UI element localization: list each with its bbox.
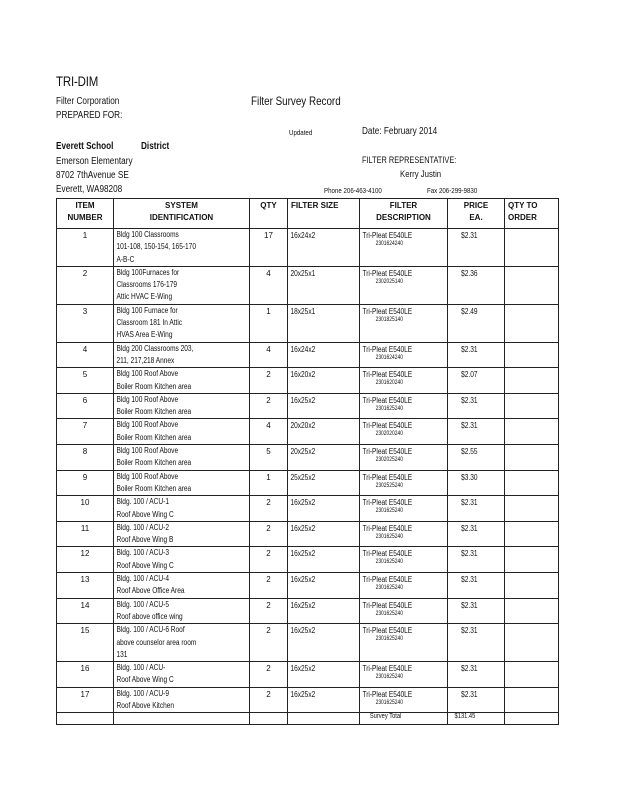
total-value: $131.45: [454, 713, 476, 721]
item-number: 12: [80, 549, 90, 559]
unit-price: $3.30: [461, 472, 478, 482]
system-line: Bldg 100 Roof Above: [116, 369, 179, 379]
table-row: [57, 687, 559, 713]
filter-code: 2301625240: [375, 636, 403, 643]
fax-number: Fax 206-299-9830: [427, 186, 478, 195]
filter-code: 2301825140: [375, 316, 403, 323]
system-line: Roof Above Wing C: [116, 675, 174, 685]
filter-description: Tri-Pleat E540LE: [362, 344, 413, 354]
system-line: Attic HVAC E-Wing: [116, 292, 173, 302]
col-header-filter-size: FILTER SIZE: [288, 199, 360, 229]
table-row: [57, 342, 559, 368]
system-line: Roof Above Wing C: [116, 560, 174, 570]
quantity: 2: [266, 575, 271, 585]
system-line: Roof Above Office Area: [116, 586, 185, 596]
system-line: Bldg 200 Classrooms 203,: [116, 343, 194, 353]
system-line: Bldg. 100 / ACU-1: [116, 497, 169, 507]
quantity: 4: [266, 268, 271, 278]
qty-to-order-cell[interactable]: [505, 521, 559, 547]
qty-to-order-cell[interactable]: [505, 419, 559, 445]
qty-to-order-cell[interactable]: [505, 598, 559, 624]
qty-to-order-cell[interactable]: [505, 368, 559, 394]
system-line: Bldg 100 Classrooms: [116, 230, 179, 239]
table-row: [57, 419, 559, 445]
quantity: 1: [266, 306, 271, 316]
table-row: [57, 573, 559, 599]
filter-code: 2301625240: [375, 585, 403, 592]
qty-to-order-cell[interactable]: [505, 304, 559, 342]
system-line: Roof Above Kitchen: [116, 700, 175, 710]
unit-price: $2.31: [461, 664, 478, 674]
quantity: 17: [264, 231, 273, 240]
quantity: 2: [266, 523, 271, 533]
filter-description: Tri-Pleat E540LE: [362, 268, 413, 278]
filter-size: 16x24x2: [290, 231, 316, 240]
item-number: 14: [80, 600, 90, 610]
system-line: 101-108, 150-154, 165-170: [116, 242, 196, 252]
filter-code: 2301625240: [375, 405, 403, 412]
unit-price: $2.31: [461, 575, 478, 585]
item-number: 8: [82, 447, 88, 457]
date-label: Date: February 2014: [362, 126, 438, 137]
company-name: TRI-DIM: [56, 73, 99, 89]
unit-price: $2.36: [461, 268, 478, 278]
item-number: 5: [82, 370, 88, 380]
total-label: Survey Total: [369, 713, 402, 721]
school-name: Emerson Elementary: [56, 156, 133, 167]
filter-size: 16x24x2: [290, 344, 316, 354]
phone-number: Phone 206-463-4100: [324, 186, 382, 195]
filter-code: 2301625240: [375, 610, 403, 617]
filter-size: 20x20x2: [290, 421, 316, 431]
filter-code: 2302525240: [375, 482, 403, 489]
table-row: [57, 445, 559, 471]
quantity: 2: [266, 370, 271, 380]
filter-code: 2301625240: [375, 559, 403, 566]
filter-description: Tri-Pleat E540LE: [362, 447, 413, 457]
filter-description: Tri-Pleat E540LE: [362, 549, 413, 559]
filter-code: 2301624240: [375, 241, 403, 247]
filter-size: 16x25x2: [290, 498, 316, 508]
filter-size: 18x25x1: [290, 306, 316, 316]
system-line: Bldg. 100 / ACU-6 Roof: [116, 625, 185, 635]
filter-corporation: Filter Corporation: [56, 96, 120, 107]
qty-to-order-cell[interactable]: [505, 393, 559, 419]
qty-to-order-cell[interactable]: [505, 229, 559, 267]
filter-code: 2301624240: [375, 354, 403, 361]
quantity: 2: [266, 395, 271, 405]
unit-price: $2.31: [461, 600, 478, 610]
item-number: 9: [82, 472, 88, 482]
table-row: [57, 470, 559, 496]
system-line: Bldg 100 Roof Above: [116, 446, 179, 456]
quantity: 5: [266, 447, 271, 457]
table-row: [57, 662, 559, 688]
system-line: A-B-C: [116, 254, 135, 264]
system-line: Roof Above Wing B: [116, 535, 174, 545]
col-header-qty: QTY: [250, 199, 288, 229]
updated-label: Updated: [289, 128, 313, 137]
filter-code: 2302020240: [375, 431, 403, 438]
quantity: 4: [266, 344, 271, 354]
unit-price: $2.55: [461, 447, 478, 457]
filter-description: Tri-Pleat E540LE: [362, 664, 413, 674]
unit-price: $2.31: [461, 549, 478, 559]
table-row: [57, 624, 559, 662]
filter-description: Tri-Pleat E540LE: [362, 498, 413, 508]
filter-code: 2302025240: [375, 457, 403, 464]
filter-code: 2301625240: [375, 508, 403, 515]
filter-size: 16x25x2: [290, 395, 316, 405]
col-header-price: PRICE EA.: [448, 199, 505, 229]
table-row: [57, 229, 559, 267]
unit-price: $2.31: [461, 421, 478, 431]
system-line: HVAS Area E-Wing: [116, 330, 173, 340]
quantity: 2: [266, 689, 271, 699]
filter-size: 16x25x2: [290, 523, 316, 533]
qty-to-order-cell[interactable]: [505, 687, 559, 713]
prepared-for-label: PREPARED FOR:: [56, 110, 123, 121]
qty-to-order-cell[interactable]: [505, 547, 559, 573]
filter-description: Tri-Pleat E540LE: [362, 306, 413, 316]
filter-description: Tri-Pleat E540LE: [362, 626, 413, 636]
col-header-item: ITEM NUMBER: [57, 199, 114, 229]
table-row: [57, 304, 559, 342]
table-header-row: [57, 199, 559, 229]
filter-size: 16x25x2: [290, 600, 316, 610]
item-number: 10: [80, 498, 90, 508]
document-title: Filter Survey Record: [251, 94, 341, 108]
filter-size: 16x25x2: [290, 575, 316, 585]
filter-survey-table: [56, 198, 559, 725]
table-row: [57, 547, 559, 573]
system-line: Bldg. 100 / ACU-4: [116, 574, 169, 584]
filter-description: Tri-Pleat E540LE: [362, 523, 413, 533]
total-row: [57, 713, 559, 725]
filter-code: 2301625240: [375, 533, 403, 540]
address-line-2: Everett, WA98208: [56, 184, 123, 195]
unit-price: $2.49: [461, 306, 478, 316]
qty-to-order-cell[interactable]: [505, 470, 559, 496]
system-line: Bldg 100 Roof Above: [116, 394, 179, 404]
representative-label: FILTER REPRESENTATIVE:: [362, 155, 457, 165]
filter-size: 16x25x2: [290, 689, 316, 699]
system-line: Boiler Room Kitchen area: [116, 432, 192, 442]
address-line-1: 8702 7thAvenue SE: [56, 170, 129, 181]
filter-description: Tri-Pleat E540LE: [362, 472, 413, 482]
unit-price: $2.31: [461, 498, 478, 508]
table-row: [57, 598, 559, 624]
filter-code: 2302025140: [375, 278, 403, 285]
system-line: Bldg. 100 / ACU-2: [116, 522, 169, 532]
qty-to-order-cell[interactable]: [505, 573, 559, 599]
qty-to-order-cell[interactable]: [505, 496, 559, 522]
system-line: Boiler Room Kitchen area: [116, 483, 192, 493]
table-row: [57, 266, 559, 304]
qty-to-order-cell[interactable]: [505, 662, 559, 688]
table-row: [57, 521, 559, 547]
filter-description: Tri-Pleat E540LE: [362, 231, 413, 240]
item-number: 13: [80, 575, 90, 585]
quantity: 1: [266, 472, 271, 482]
representative-name: Kerry Justin: [400, 169, 442, 180]
system-line: Classrooms 176-179: [116, 280, 177, 290]
system-line: above counselor area room: [116, 637, 197, 647]
item-number: 1: [82, 231, 88, 240]
system-line: 211, 217,218 Annex: [116, 355, 175, 365]
quantity: 2: [266, 498, 271, 508]
item-number: 3: [82, 306, 88, 316]
item-number: 15: [80, 626, 90, 636]
filter-size: 16x25x2: [290, 664, 316, 674]
qty-to-order-cell[interactable]: [505, 445, 559, 471]
item-number: 16: [80, 664, 90, 674]
table-row: [57, 368, 559, 394]
quantity: 4: [266, 421, 271, 431]
filter-description: Tri-Pleat E540LE: [362, 395, 413, 405]
qty-to-order-cell[interactable]: [505, 624, 559, 662]
col-header-system: SYSTEM IDENTIFICATION: [114, 199, 250, 229]
filter-description: Tri-Pleat E540LE: [362, 421, 413, 431]
item-number: 17: [80, 689, 90, 699]
item-number: 11: [80, 523, 90, 533]
system-line: Bldg 100Furnaces for: [116, 267, 180, 277]
col-header-filter-description: FILTER DESCRIPTION: [360, 199, 448, 229]
unit-price: $2.31: [461, 231, 478, 240]
system-line: Boiler Room Kitchen area: [116, 458, 192, 468]
filter-description: Tri-Pleat E540LE: [362, 575, 413, 585]
unit-price: $2.31: [461, 344, 478, 354]
filter-code: 2301620240: [375, 380, 403, 387]
system-line: Bldg 100 Furnace for: [116, 305, 178, 315]
system-line: Bldg. 100 / ACU-3: [116, 548, 169, 558]
item-number: 4: [82, 344, 88, 354]
system-line: Boiler Room Kitchen area: [116, 407, 192, 417]
system-line: Roof Above Wing C: [116, 509, 174, 519]
quantity: 2: [266, 600, 271, 610]
unit-price: $2.31: [461, 523, 478, 533]
filter-description: Tri-Pleat E540LE: [362, 689, 413, 699]
system-line: Bldg. 100 / ACU-9: [116, 688, 169, 698]
filter-size: 16x25x2: [290, 549, 316, 559]
filter-size: 25x25x2: [290, 472, 316, 482]
filter-description: Tri-Pleat E540LE: [362, 370, 413, 380]
system-line: Roof above office wing: [116, 611, 183, 621]
unit-price: $2.07: [461, 370, 478, 380]
col-header-qty-to-order: QTY TO ORDER: [505, 199, 559, 229]
filter-code: 2301625240: [375, 699, 403, 706]
quantity: 2: [266, 664, 271, 674]
filter-size: 20x25x2: [290, 447, 316, 457]
system-line: Bldg. 100 / ACU-5: [116, 599, 169, 609]
unit-price: $2.31: [461, 689, 478, 699]
item-number: 7: [82, 421, 88, 431]
table-row: [57, 393, 559, 419]
quantity: 2: [266, 549, 271, 559]
item-number: 6: [82, 395, 88, 405]
client-name: Everett School: [56, 141, 114, 152]
unit-price: $2.31: [461, 395, 478, 405]
table-row: [57, 496, 559, 522]
unit-price: $2.31: [461, 626, 478, 636]
system-line: 131: [116, 649, 128, 659]
system-line: Bldg 100 Roof Above: [116, 420, 179, 430]
client-district: District: [141, 141, 170, 152]
system-line: Boiler Room Kitchen area: [116, 381, 192, 391]
quantity: 2: [266, 626, 271, 636]
filter-size: 16x25x2: [290, 626, 316, 636]
qty-to-order-cell[interactable]: [505, 266, 559, 304]
system-line: Bldg. 100 / ACU-: [116, 663, 166, 673]
system-line: Bldg 100 Roof Above: [116, 471, 179, 481]
qty-to-order-cell[interactable]: [505, 342, 559, 368]
system-line: Classroom 181 In Attic: [116, 318, 183, 328]
filter-size: 20x25x1: [290, 268, 316, 278]
filter-size: 16x20x2: [290, 370, 316, 380]
filter-code: 2301625240: [375, 674, 403, 681]
item-number: 2: [82, 268, 88, 278]
filter-description: Tri-Pleat E540LE: [362, 600, 413, 610]
